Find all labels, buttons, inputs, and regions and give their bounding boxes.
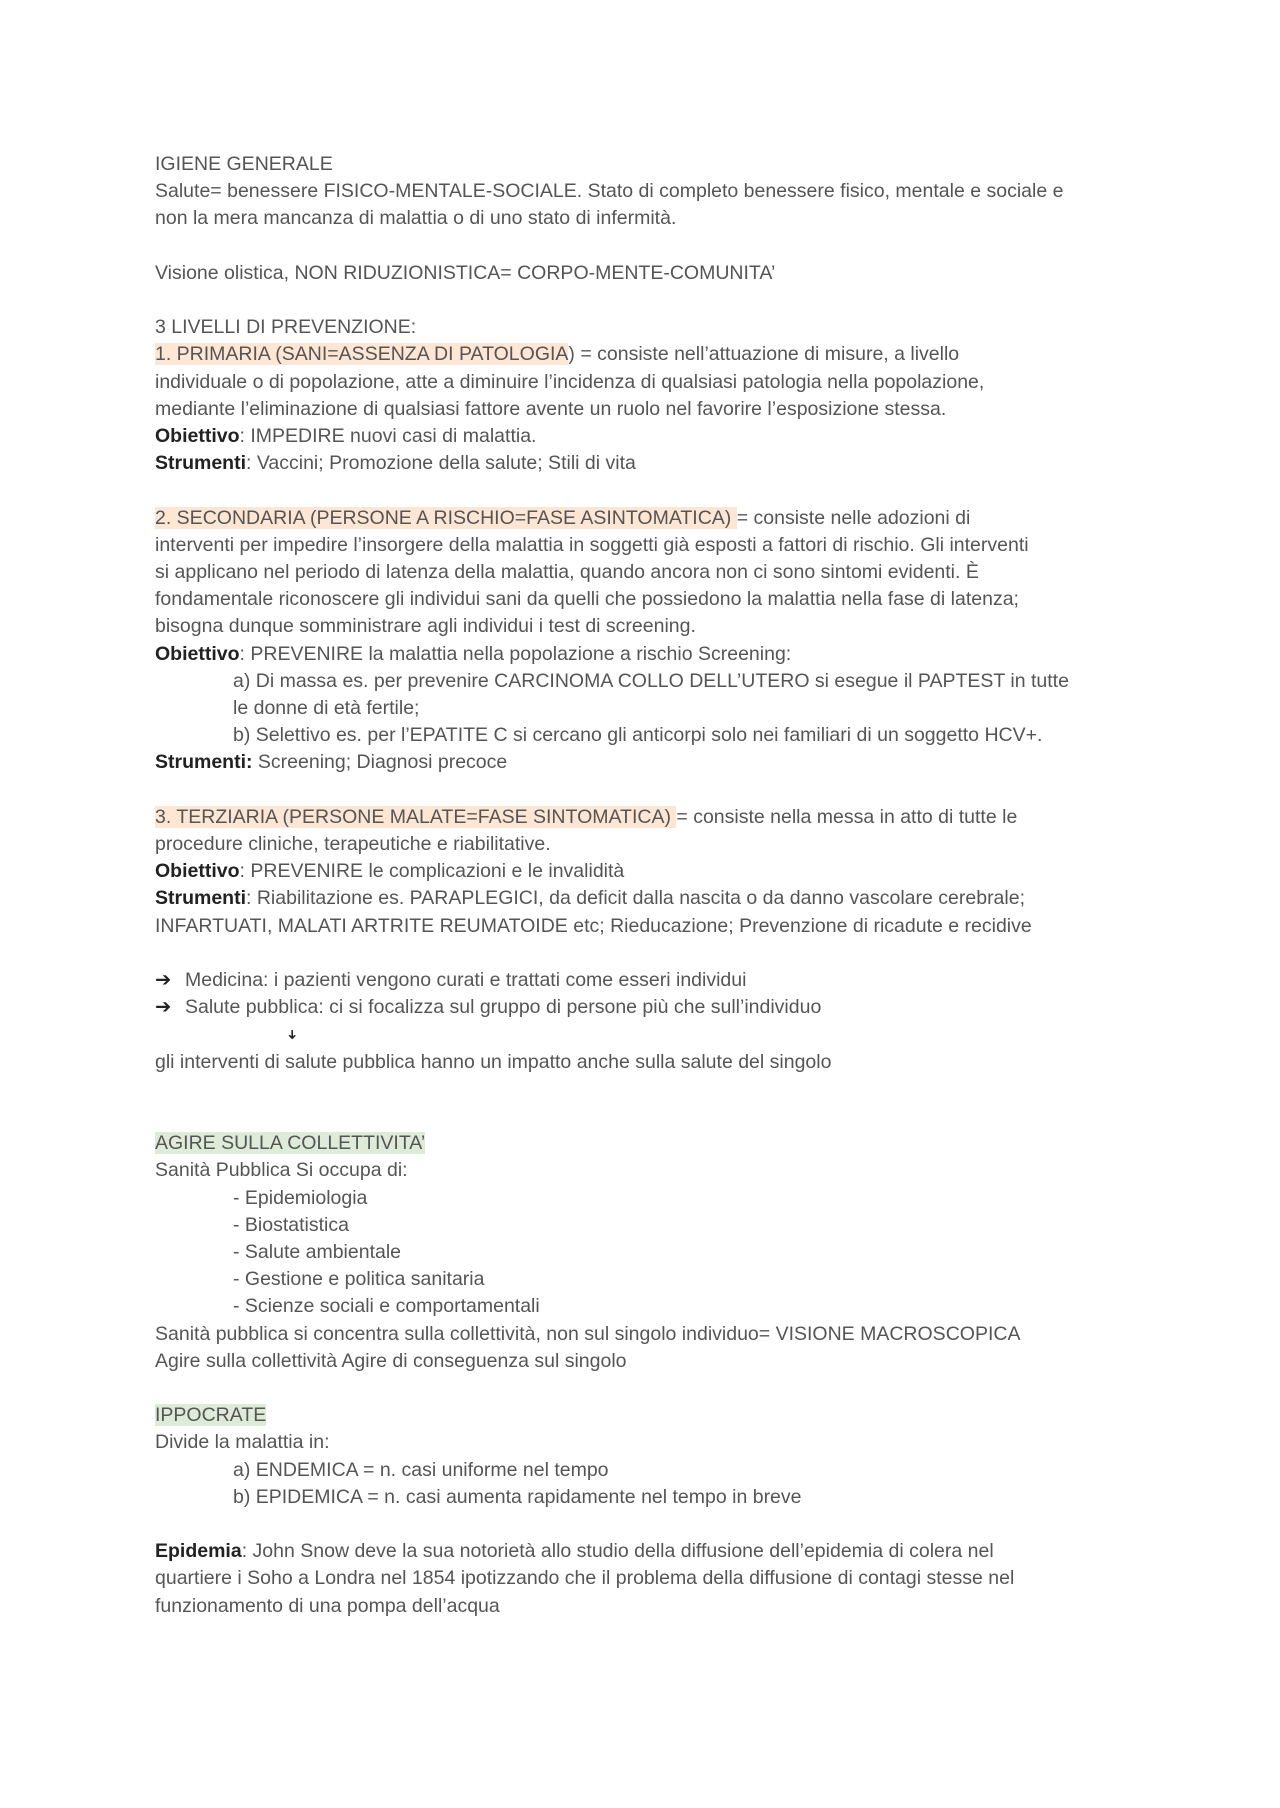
arrow-item-text: Salute pubblica: ci si focalizza sul gruppo di persone più che sull’individuo [185,996,822,1019]
obiettivo-label: Obiettivo [155,425,240,447]
secondaria-line-2: interventi per impedire l’insorgere della malattia in soggetti già esposti a fattori di rischio. Gli interventi [155,533,1029,556]
collettivita-line-1: Sanità pubblica si concentra sulla collettività, non sul singolo individuo= VISIONE MACROSCOPICA [155,1322,1021,1345]
strumenti-label: Strumenti [155,452,247,475]
collettivita-heading-line [155,1130,1130,1157]
document-page [155,151,1130,1620]
strumenti-text: Screening; Diagnosi precoce [252,751,508,774]
primaria-line-2: individuale o di popolazione, atte a diminuire l’incidenza di qualsiasi patologia nella popolazione, [155,370,985,393]
ippocrate-heading-line [155,1402,1130,1429]
arrow-right-icon: ➔ [155,996,172,1019]
secondaria-heading-line [155,505,1130,532]
salute-line-2: non la mera mancanza di malattia o di uno stato di infermità. [155,207,677,230]
terziaria-heading: 3. TERZIARIA (PERSONE MALATE=FASE SINTOMATICA) [155,805,677,828]
ippocrate-item-b: b) EPIDEMICA = n. casi aumenta rapidamente nel tempo in breve [233,1485,802,1508]
secondaria-strumenti [155,749,1130,776]
document-title: IGIENE GENERALE [155,153,333,175]
terziaria-line-last: INFARTUATI, MALATI ARTRITE REUMATOIDE etc; Rieducazione; Prevenzione di ricadute e recidive [155,914,1032,937]
secondaria-item-a-line-2-wrap [155,695,1130,722]
primaria-heading: 1. PRIMARIA (SANI=ASSENZA DI PATOLOGIA [155,343,569,366]
obiettivo-text: : PREVENIRE la malattia nella popolazione a rischio Screening: [239,642,792,665]
secondaria-obiettivo [155,641,1130,668]
primaria-line-3: mediante l’eliminazione di qualsiasi fattore avente un ruolo nel favorire l’esposizione stessa. [155,397,947,420]
terziaria-obiettivo [155,858,1130,885]
arrow-list-item-salute-pubblica [155,994,1130,1021]
list-item: - Gestione e politica sanitaria [233,1268,485,1291]
epidemia-label: Epidemia [155,1540,242,1563]
obiettivo-label: Obiettivo [155,642,240,665]
arrow-down-glyph: ➜ [285,1029,301,1041]
terziaria-strumenti [155,885,1130,912]
arrows-conclusion: gli interventi di salute pubblica hanno un impatto anche sulla salute del singolo [155,1050,832,1073]
epidemia-line-1 [155,1538,1130,1565]
secondaria-line-5: bisogna dunque somministrare agli individui i test di screening. [155,615,696,638]
secondaria-item-a-line-2: le donne di età fertile; [233,697,420,720]
arrow-right-icon: ➔ [155,969,172,992]
collettivita-intro: Sanità Pubblica Si occupa di: [155,1159,408,1182]
obiettivo-label: Obiettivo [155,860,240,883]
arrow-list-item-medicina [155,967,1130,994]
arrow-down-icon [155,1021,1130,1048]
list-item: - Salute ambientale [233,1241,402,1264]
secondaria-item-a-line-1: a) Di massa es. per prevenire CARCINOMA COLLO DELL’UTERO si esegue il PAPTEST in tutte [233,669,1069,692]
primaria-strumenti [155,450,1130,477]
strumenti-text: : Riabilitazione es. PARAPLEGICI, da deficit dalla nascita o da danno vascolare cerebrale; [246,887,1025,910]
primaria-obiettivo [155,423,1130,450]
primaria-heading-line [155,341,1130,368]
terziaria-heading-line [155,804,1130,831]
secondaria-line-4: fondamentale riconoscere gli individui sani da quelli che possiedono la malattia nella fase di latenza; [155,588,1019,611]
primaria-heading-rest: ) = consiste nell’attuazione di misure, a livello [568,343,960,366]
list-item: - Scienze sociali e comportamentali [233,1295,540,1318]
obiettivo-text: : PREVENIRE le complicazioni e le invalidità [239,860,625,883]
strumenti-text: : Vaccini; Promozione della salute; Stili di vita [246,452,636,475]
terziaria-line-2: procedure cliniche, terapeutiche e riabilitative. [155,833,551,856]
ippocrate-heading: IPPOCRATE [155,1404,267,1427]
ippocrate-intro: Divide la malattia in: [155,1431,330,1454]
secondaria-heading-rest: = consiste nelle adozioni di [736,506,971,529]
livelli-title: 3 LIVELLI DI PREVENZIONE: [155,316,417,339]
collettivita-line-2: Agire sulla collettività Agire di conseguenza sul singolo [155,1349,627,1372]
strumenti-label: Strumenti [155,887,247,910]
visione-line: Visione olistica, NON RIDUZIONISTICA= CORPO-MENTE-COMUNITA’ [155,261,776,284]
secondaria-line-3: si applicano nel periodo di latenza della malattia, quando ancora non ci sono sintomi evidenti. È [155,561,979,583]
epidemia-text: : John Snow deve la sua notorietà allo studio della diffusione dell’epidemia di colera nel [241,1540,994,1563]
arrow-item-text: Medicina: i pazienti vengono curati e trattati come esseri individui [185,969,747,992]
secondaria-item-b: b) Selettivo es. per l’EPATITE C si cercano gli anticorpi solo nei familiari di un soggetto HCV+. [233,724,1043,747]
epidemia-line-3: funzionamento di una pompa dell’acqua [155,1594,500,1617]
ippocrate-item-a: a) ENDEMICA = n. casi uniforme nel tempo [233,1458,609,1481]
epidemia-line-2: quartiere i Soho a Londra nel 1854 ipotizzando che il problema della diffusione di contagi stesse nel [155,1567,1015,1590]
collettivita-heading: AGIRE SULLA COLLETTIVITA’ [155,1132,426,1155]
list-item: - Biostatistica [233,1213,349,1236]
obiettivo-text: : IMPEDIRE nuovi casi di malattia. [239,425,537,447]
secondaria-heading: 2. SECONDARIA (PERSONE A RISCHIO=FASE ASINTOMATICA) [155,506,737,529]
list-item: - Epidemiologia [233,1186,368,1209]
terziaria-heading-rest: = consiste nella messa in atto di tutte le [676,805,1018,828]
strumenti-label: Strumenti: [155,751,253,774]
salute-line-1: Salute= benessere FISICO-MENTALE-SOCIALE. Stato di completo benessere fisico, mentale e sociale e [155,180,1064,203]
